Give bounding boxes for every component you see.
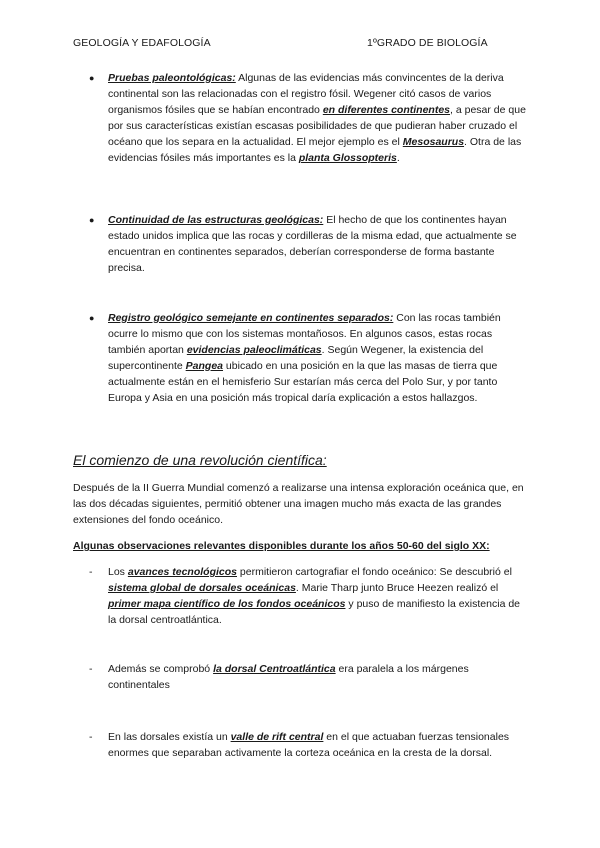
subheading-text: Algunas observaciones relevantes disponibles durante los años 50-60 del siglo XX: [73, 540, 490, 552]
text-run: , que [419, 230, 446, 242]
text-run: que con los [182, 328, 243, 340]
text-run: . [396, 152, 400, 164]
text-run: ubicado en una posición en la que las masas de tierra que actualmente están en el hemisferio Sur estarían más cerca del Polo Sur, y por tanto Europa y Asia en una posición más tropical daría explicación a estos hallazgos. [108, 360, 498, 404]
text-run: corresponderse de forma bastante precisa [108, 246, 495, 274]
text-run: , a pesar de que por sus características existían escasas posibilidades de que pudieran haber cruzado el océano que los separa en la actualidad. El mejor ejemplo es el [108, 104, 526, 148]
text-run: continentes [421, 214, 476, 226]
text-run: también ocurre lo [108, 312, 501, 340]
bullet-paleontological-evidence [89, 70, 528, 166]
dash-item-parallel [89, 661, 528, 693]
text-run: el [348, 566, 363, 578]
text-run: a los [394, 663, 423, 675]
text-run: Con [393, 312, 419, 324]
text-run: Mesosaurus [402, 136, 465, 148]
text-run: Wegener [360, 344, 403, 356]
bullet-geological-record [89, 310, 528, 406]
text-run: en el que actuaban [323, 731, 419, 743]
header-course-right: 1ºGRADO DE BIOLOGÍA [367, 37, 488, 49]
text-run: Los [108, 566, 128, 578]
text-run: hayan [475, 214, 507, 226]
text-run: en diferentes continentes [322, 104, 451, 116]
text-run: más convincentes de la [359, 72, 476, 84]
observations-subheading [73, 538, 529, 554]
text-run: organismos fósiles [108, 104, 195, 116]
text-run: son las relacionadas con el [158, 88, 292, 100]
header-course-left: GEOLOGÍA Y EDAFOLOGÍA [73, 37, 211, 49]
text-run: existía un [179, 731, 231, 743]
text-run: . Otra de las evidencias fósiles más importantes es la [108, 136, 522, 164]
dash-icon: - [89, 731, 93, 743]
text-run: El hecho de que los [323, 214, 422, 226]
text-run: Pruebas paleontológicas: [108, 72, 236, 84]
text-run: cartografiar [295, 566, 349, 578]
text-run: también [108, 344, 149, 356]
text-run: mismo [151, 328, 183, 340]
text-run: avances tecnológicos [127, 566, 237, 578]
bullet-geological-continuity [89, 212, 528, 276]
dash-icon: - [89, 663, 93, 675]
text-run: la existencia del supercontinente [108, 344, 484, 372]
text-run: sistemas montañosos. [242, 328, 347, 340]
bullet-text [108, 312, 501, 404]
bullet-dot-icon: ● [89, 215, 95, 225]
text-run: Pangea [185, 360, 224, 372]
text-run: estas rocas [438, 328, 493, 340]
text-run: estado unidos [108, 230, 174, 242]
text-run: aportan [148, 344, 184, 356]
text-run: permitieron [237, 566, 296, 578]
text-run: Wegener [353, 88, 397, 100]
bullet-dot-icon: ● [89, 313, 95, 323]
text-run: , deberían [283, 246, 334, 258]
text-run: registro fósil. [291, 88, 351, 100]
text-run: Continuidad de las estructuras geológicas: [108, 214, 324, 226]
text-run: paralela [356, 663, 394, 675]
text-run: citó casos de varios [396, 88, 492, 100]
text-run: que, en las dos décadas siguientes, permitió [73, 482, 524, 510]
text-run: dorsales [140, 731, 180, 743]
text-run: se encuentran en [108, 230, 517, 258]
section-title: El comienzo de una revolución científica: [73, 452, 327, 468]
text-run: fondo oceánico: [362, 566, 437, 578]
text-run: planta Glossopteris [298, 152, 397, 164]
text-run: la existencia de la dorsal centroatlántica. [108, 598, 521, 626]
text-run: y puso de manifiesto [345, 598, 448, 610]
text-run: que [148, 747, 173, 759]
bullet-dot-icon: ● [89, 73, 95, 83]
bullet-text [108, 214, 517, 274]
text-run: las rocas y cordilleras de la misma edad [232, 230, 420, 242]
text-run: deriva continental [108, 72, 504, 100]
intro-text [73, 482, 524, 526]
text-run: . [141, 262, 145, 274]
text-run: Marie Tharp junto Bruce Heezen [301, 582, 454, 594]
text-run: la dorsal Centroatlántica [213, 663, 336, 675]
text-run: primer mapa científico de los fondos oceánicos [108, 598, 346, 610]
text-run: sistema global de dorsales oceánicas [108, 582, 296, 594]
dash-item-text [108, 566, 520, 626]
text-run: valle de rift central [230, 731, 324, 743]
text-run: En algunos casos, [349, 328, 436, 340]
text-run: evidencias [309, 72, 360, 84]
dash-icon: - [89, 566, 93, 578]
text-run: que se habían encontrado [194, 104, 323, 116]
intro-paragraph [73, 480, 529, 528]
text-run: el [500, 566, 512, 578]
dash-item-technology [89, 564, 528, 628]
dash-item-text [108, 663, 469, 691]
bullet-text [108, 72, 526, 164]
text-run: . [295, 582, 302, 594]
text-run: actualmente [445, 230, 503, 242]
text-run: . [220, 514, 224, 526]
text-run: continentes separados [178, 246, 284, 258]
text-run: era [335, 663, 357, 675]
text-run: evidencias paleoclimáticas [186, 344, 322, 356]
text-run: las rocas [418, 312, 461, 324]
text-run: obtener una imagen mucho más exacta de las grandes extensiones del fondo oceánico [73, 498, 502, 526]
text-run: Después de la II Guerra Mundial comenzó a realizarse una [73, 482, 351, 494]
text-run: En las [108, 731, 141, 743]
dash-item-rift-valley [89, 729, 528, 761]
text-run: separaban activamente la corteza oceánica en la cresta de la dorsal. [172, 747, 493, 759]
text-run: márgenes continentales [108, 663, 469, 691]
text-run: realizó el [453, 582, 499, 594]
text-run: fuerzas tensionales enormes [108, 731, 510, 759]
dash-item-text [108, 731, 509, 759]
text-run: Algunas de las [235, 72, 310, 84]
text-run: . Según [321, 344, 361, 356]
text-run: Se [436, 566, 456, 578]
text-run: , [402, 344, 409, 356]
text-run: implica que [173, 230, 233, 242]
text-run: Registro geológico semejante en continentes separados: [108, 312, 394, 324]
text-run: Además se comprobó [108, 663, 214, 675]
text-run: intensa exploración oceánica [350, 482, 486, 494]
text-run: descubrió [455, 566, 501, 578]
